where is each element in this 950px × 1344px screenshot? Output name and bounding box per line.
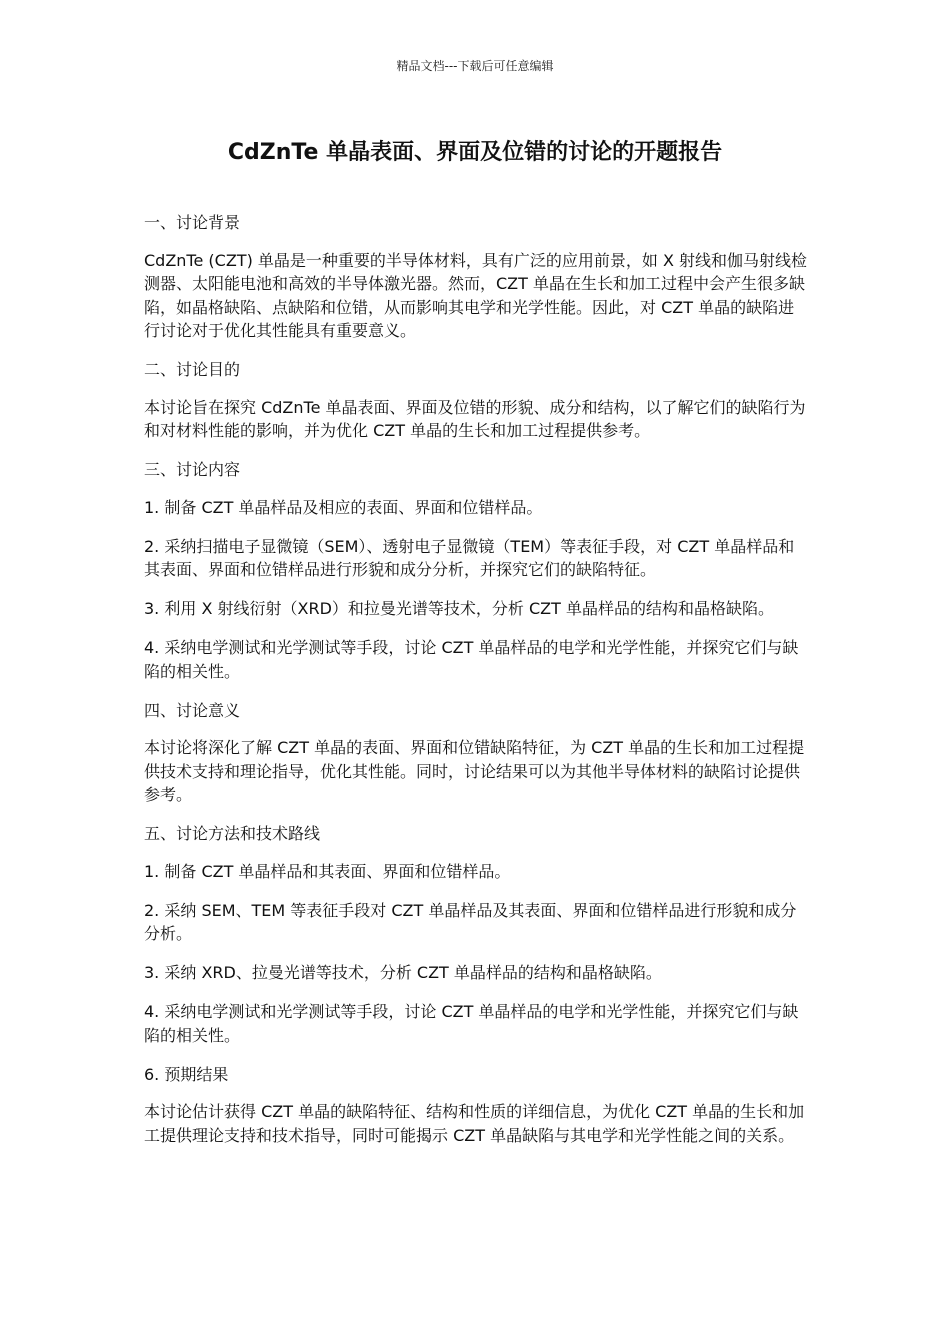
content-item-4: 4. 采纳电学测试和光学测试等手段，讨论 CZT 单晶样品的电学和光学性能，并探究它们与缺陷的相关性。 — [144, 638, 799, 681]
section-heading-expected-results: 6. 预期结果 — [144, 1064, 229, 1084]
section-heading-content: 三、讨论内容 — [144, 460, 241, 479]
paragraph-background: CdZnTe (CZT) 单晶是一种重要的半导体材料，具有广泛的应用前景，如 X 射线和伽马射线检测器、太阳能电池和高效的半导体激光器。然而，CZT 单晶在生长和加工过程中会产生很多缺陷，如晶格缺陷、点缺陷和位错，从而影响其电学和光学性能。因此，对 CZT 单晶的缺陷进行讨论对于优化其性能具有重要意义。 — [144, 250, 808, 340]
content-item-2: 2. 采纳扫描电子显微镜（SEM）、透射电子显微镜（TEM）等表征手段，对 CZT 单晶样品和其表面、界面和位错样品进行形貌和成分分析，并探究它们的缺陷特征。 — [144, 536, 795, 579]
content-item-1: 1. 制备 CZT 单晶样品及相应的表面、界面和位错样品。 — [144, 497, 543, 517]
document-body — [144, 211, 808, 1163]
paragraph-significance: 本讨论将深化了解 CZT 单晶的表面、界面和位错缺陷特征，为 CZT 单晶的生长和加工过程提供技术支持和理论指导，优化其性能。同时，讨论结果可以为其他半导体材料的缺陷讨论提供参考。 — [144, 738, 805, 804]
section-heading-purpose: 二、讨论目的 — [144, 360, 241, 379]
method-item-1: 1. 制备 CZT 单晶样品和其表面、界面和位错样品。 — [144, 861, 511, 881]
section-heading-methods: 五、讨论方法和技术路线 — [144, 824, 321, 843]
method-item-2: 2. 采纳 SEM、TEM 等表征手段对 CZT 单晶样品及其表面、界面和位错样品进行形貌和成分分析。 — [144, 900, 797, 943]
section-heading-significance: 四、讨论意义 — [144, 700, 241, 720]
content-item-3: 3. 利用 X 射线衍射（XRD）和拉曼光谱等技术，分析 CZT 单晶样品的结构和晶格缺陷。 — [144, 599, 774, 618]
paragraph-purpose: 本讨论旨在探究 CdZnTe 单晶表面、界面及位错的形貌、成分和结构，以了解它们的缺陷行为和对材料性能的影响，并为优化 CZT 单晶的生长和加工过程提供参考。 — [144, 397, 806, 440]
paragraph-expected-results: 本讨论估计获得 CZT 单晶的缺陷特征、结构和性质的详细信息，为优化 CZT 单晶的生长和加工提供理论支持和技术指导，同时可能揭示 CZT 单晶缺陷与其电学和光学性能之间的关系。 — [144, 1102, 805, 1145]
document-title: CdZnTe 单晶表面、界面及位错的讨论的开题报告 — [227, 140, 723, 165]
page-header-note: 精品文档---下载后可任意编辑 — [396, 59, 554, 73]
section-heading-background: 一、讨论背景 — [144, 213, 241, 232]
method-item-3: 3. 采纳 XRD、拉曼光谱等技术，分析 CZT 单晶样品的结构和晶格缺陷。 — [144, 963, 662, 982]
method-item-4: 4. 采纳电学测试和光学测试等手段，讨论 CZT 单晶样品的电学和光学性能，并探究它们与缺陷的相关性。 — [144, 1002, 799, 1045]
